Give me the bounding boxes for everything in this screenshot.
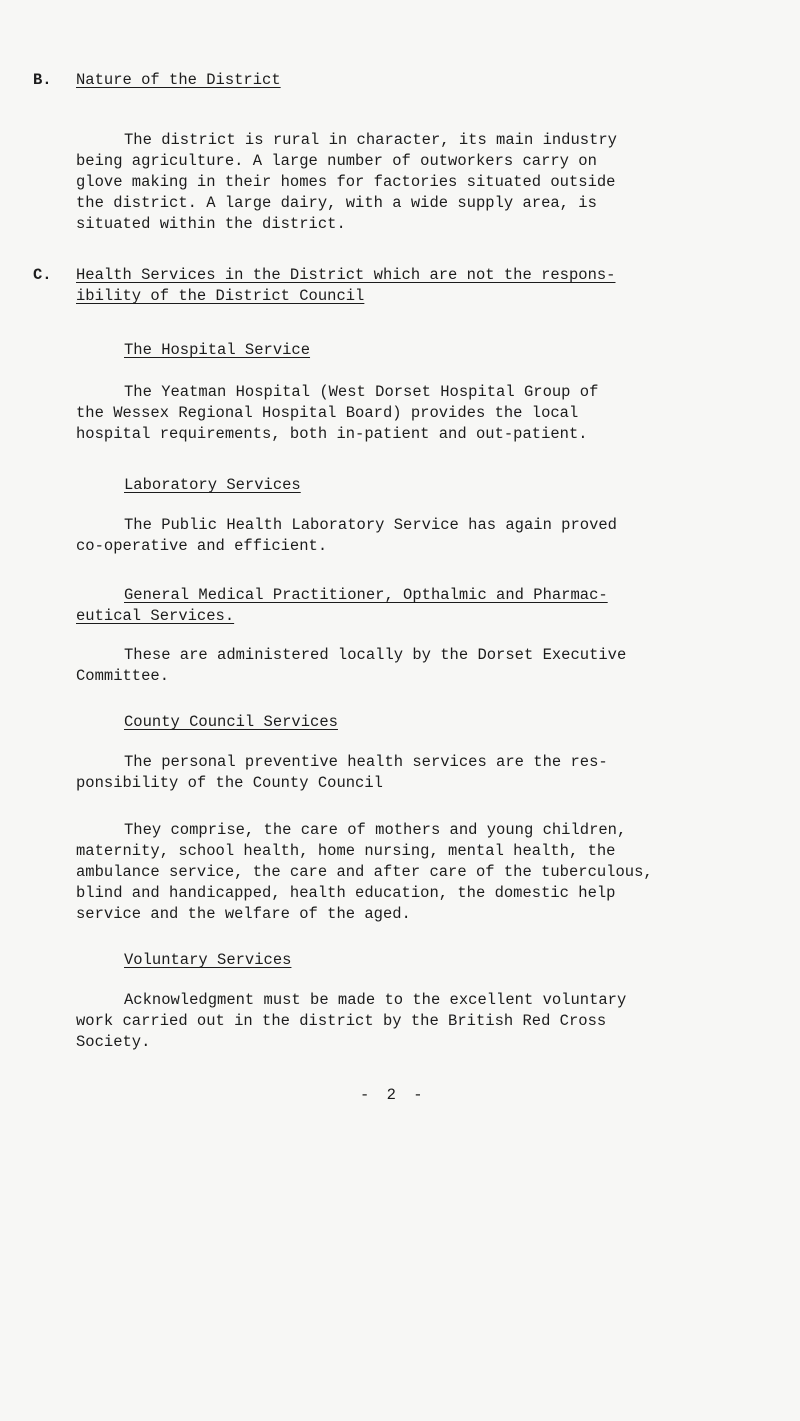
heading-line: eutical Services. [76,607,235,625]
text-line: The Yeatman Hospital (West Dorset Hospital Group of [124,383,599,401]
county-paragraph-2 [76,820,653,925]
text-line: blind and handicapped, health education, the domestic help [76,884,616,902]
text-line: The district is rural in character, its main industry [124,131,617,149]
text-line: the district. A large dairy, with a wide supply area, is [76,194,597,212]
section-b-letter: B. [33,71,52,89]
heading-line: Health Services in the District which are not the respons- [76,266,616,284]
text-line: the Wessex Regional Hospital Board) provides the local [76,404,579,422]
heading-line: General Medical Practitioner, Opthalmic and Pharmac- [124,586,608,604]
laboratory-paragraph [76,515,617,557]
text-line: co-operative and efficient. [76,537,328,555]
text-line: glove making in their homes for factories situated outside [76,173,616,191]
text-line: maternity, school health, home nursing, mental health, the [76,842,616,860]
text-line: They comprise, the care of mothers and young children, [124,821,627,839]
voluntary-paragraph [76,990,626,1053]
subsection-title-laboratory: Laboratory Services [124,476,301,494]
text-line: Acknowledgment must be made to the excellent voluntary [124,991,627,1009]
text-line: Society. [76,1033,151,1051]
subsection-title-voluntary: Voluntary Services [124,951,292,969]
section-c-heading [76,265,616,307]
text-line: service and the welfare of the aged. [76,905,411,923]
subsection-title-hospital: The Hospital Service [124,341,311,359]
section-c-letter: C. [33,266,52,284]
page-number: - 2 - [360,1086,427,1104]
text-line: The personal preventive health services are the res- [124,753,608,771]
text-line: hospital requirements, both in-patient and out-patient. [76,425,588,443]
hospital-paragraph [76,382,598,445]
text-line: ponsibility of the County Council [76,774,383,792]
text-line: Committee. [76,667,170,685]
text-line: ambulance service, the care and after care of the tuberculous, [76,863,653,881]
gp-paragraph [76,645,626,687]
subsection-title-county: County Council Services [124,713,338,731]
text-line: work carried out in the district by the British Red Cross [76,1012,607,1030]
section-b-heading: Nature of the District [76,71,281,89]
text-line: situated within the district. [76,215,346,233]
section-b-paragraph [76,130,617,235]
heading-line: ibility of the District Council [76,287,365,305]
text-line: The Public Health Laboratory Service has again proved [124,516,617,534]
text-line: These are administered locally by the Dorset Executive [124,646,627,664]
text-line: being agriculture. A large number of outworkers carry on [76,152,597,170]
subsection-title-gp [76,585,608,627]
county-paragraph [76,752,608,794]
